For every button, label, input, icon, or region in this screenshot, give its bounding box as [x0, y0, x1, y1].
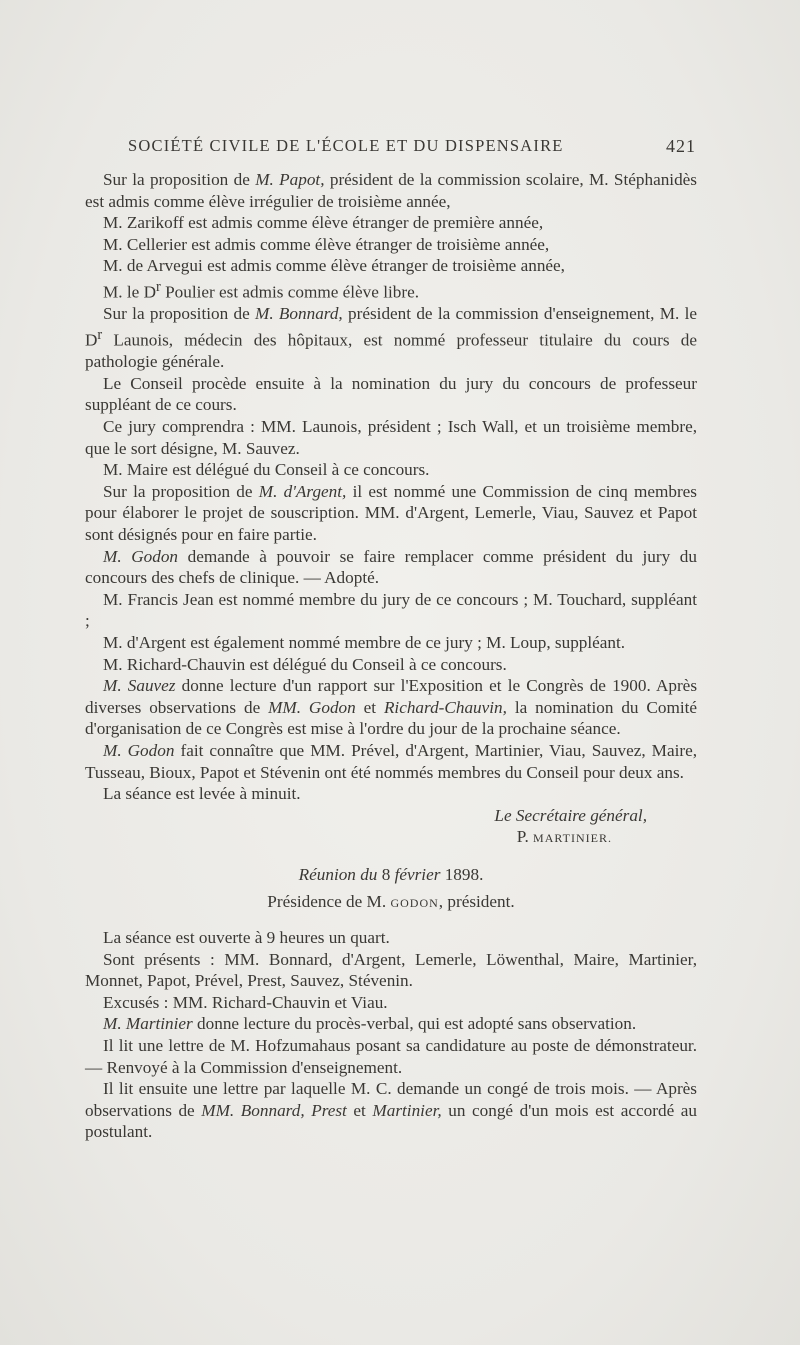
paragraph: Ce jury comprendra : MM. Launois, président ; Isch Wall, et un troisième membre, que le sort désigne, M. Sauvez. [85, 417, 697, 458]
paragraph: M. Francis Jean est nommé membre du jury de ce concours ; M. Touchard, suppléant ; [85, 589, 697, 631]
paragraph: M. Godon demande à pouvoir se faire remplacer comme président du jury du concours des chefs de clinique. — Adopté. [85, 546, 697, 588]
paragraph: M. Sauvez donne lecture d'un rapport sur l'Exposition et le Congrès de 1900. Après diverses observations de MM. Godon et Richard-Chauvin, la nomination du Comité d'organisation de ce Congrès est mise à l'ordre du jour de la prochaine séance. [85, 676, 698, 739]
paragraph: M. Godon fait connaître que MM. Prével, d'Argent, Martinier, Viau, Sauvez, Maire, Tusseau, Bioux, Papot et Stévenin ont été nommés membres du Conseil pour deux ans. [85, 740, 697, 782]
paragraph: Il lit ensuite une lettre par laquelle M. C. demande un congé de trois mois. — Après observations de MM. Bonnard, Prest et Martinier, un congé d'un mois est accordé au postulant. [85, 1079, 698, 1142]
paragraph: Sont présents : MM. Bonnard, d'Argent, Lemerle, Löwenthal, Maire, Martinier, Monnet, Papot, Prével, Prest, Sauvez, Stévenin. [85, 949, 697, 991]
running-head: SOCIÉTÉ CIVILE DE L'ÉCOLE ET DU DISPENSAIRE [128, 136, 564, 155]
paragraph: M. d'Argent est également nommé membre de ce jury ; M. Loup, suppléant. [103, 632, 626, 652]
paragraph: M. Maire est délégué du Conseil à ce concours. [103, 460, 430, 480]
paragraph: M. Richard-Chauvin est délégué du Conseil à ce concours. [103, 654, 507, 674]
page-number: 421 [666, 136, 696, 156]
paragraph: La séance est ouverte à 9 heures un quart. [103, 928, 390, 948]
body-text [85, 169, 697, 1143]
paragraph: M. le $D^r$ Poulier est admis comme élève libre. [103, 278, 419, 302]
paragraph: M. de Arvegui est admis comme élève étranger de troisième année, [103, 256, 565, 276]
paragraph: Excusés : MM. Richard-Chauvin et Viau. [103, 992, 388, 1012]
paragraph: Sur la proposition de M. Papot, président de la commission scolaire, M. Stéphanidès est admis comme élève irrégulier de troisième année, [85, 170, 697, 211]
signature-block [85, 805, 697, 850]
page-header [118, 134, 696, 164]
paragraph: M. Martinier donne lecture du procès-verbal, qui est adopté sans observation. [103, 1014, 637, 1034]
paragraph: Il lit une lettre de M. Hofzumahaus posant sa candidature au poste de démonstrateur. — Renvoyé à la Commission d'enseignement. [85, 1036, 697, 1077]
paragraph: M. Zarikoff est admis comme élève étranger de première année, [103, 213, 544, 233]
paragraph: La séance est levée à minuit. [103, 784, 301, 804]
signature-name: P. MARTINIER. [516, 827, 612, 847]
paragraph: Sur la proposition de M. d'Argent, il est nommé une Commission de cinq membres pour élaborer le projet de souscription. MM. d'Argent, Lemerle, Viau, Sauvez et Papot sont désignés pour en faire partie. [85, 481, 697, 544]
paragraph: Sur la proposition de M. Bonnard, président de la commission d'enseignement, M. le $D^r$ Launois, médecin des hôpitaux, est nommé professeur titulaire du cours de pathologie générale. [85, 304, 697, 372]
paragraph: Le Conseil procède ensuite à la nomination du jury du concours de professeur suppléant de ce cours. [85, 373, 697, 415]
signature-title: Le Secrétaire général, [494, 805, 647, 825]
presidence-line: Présidence de M. GODON, président. [267, 892, 515, 912]
paragraph: M. Cellerier est admis comme élève étranger de troisième année, [103, 234, 550, 254]
meeting-heading: Réunion du 8 février 1898. [298, 864, 484, 884]
